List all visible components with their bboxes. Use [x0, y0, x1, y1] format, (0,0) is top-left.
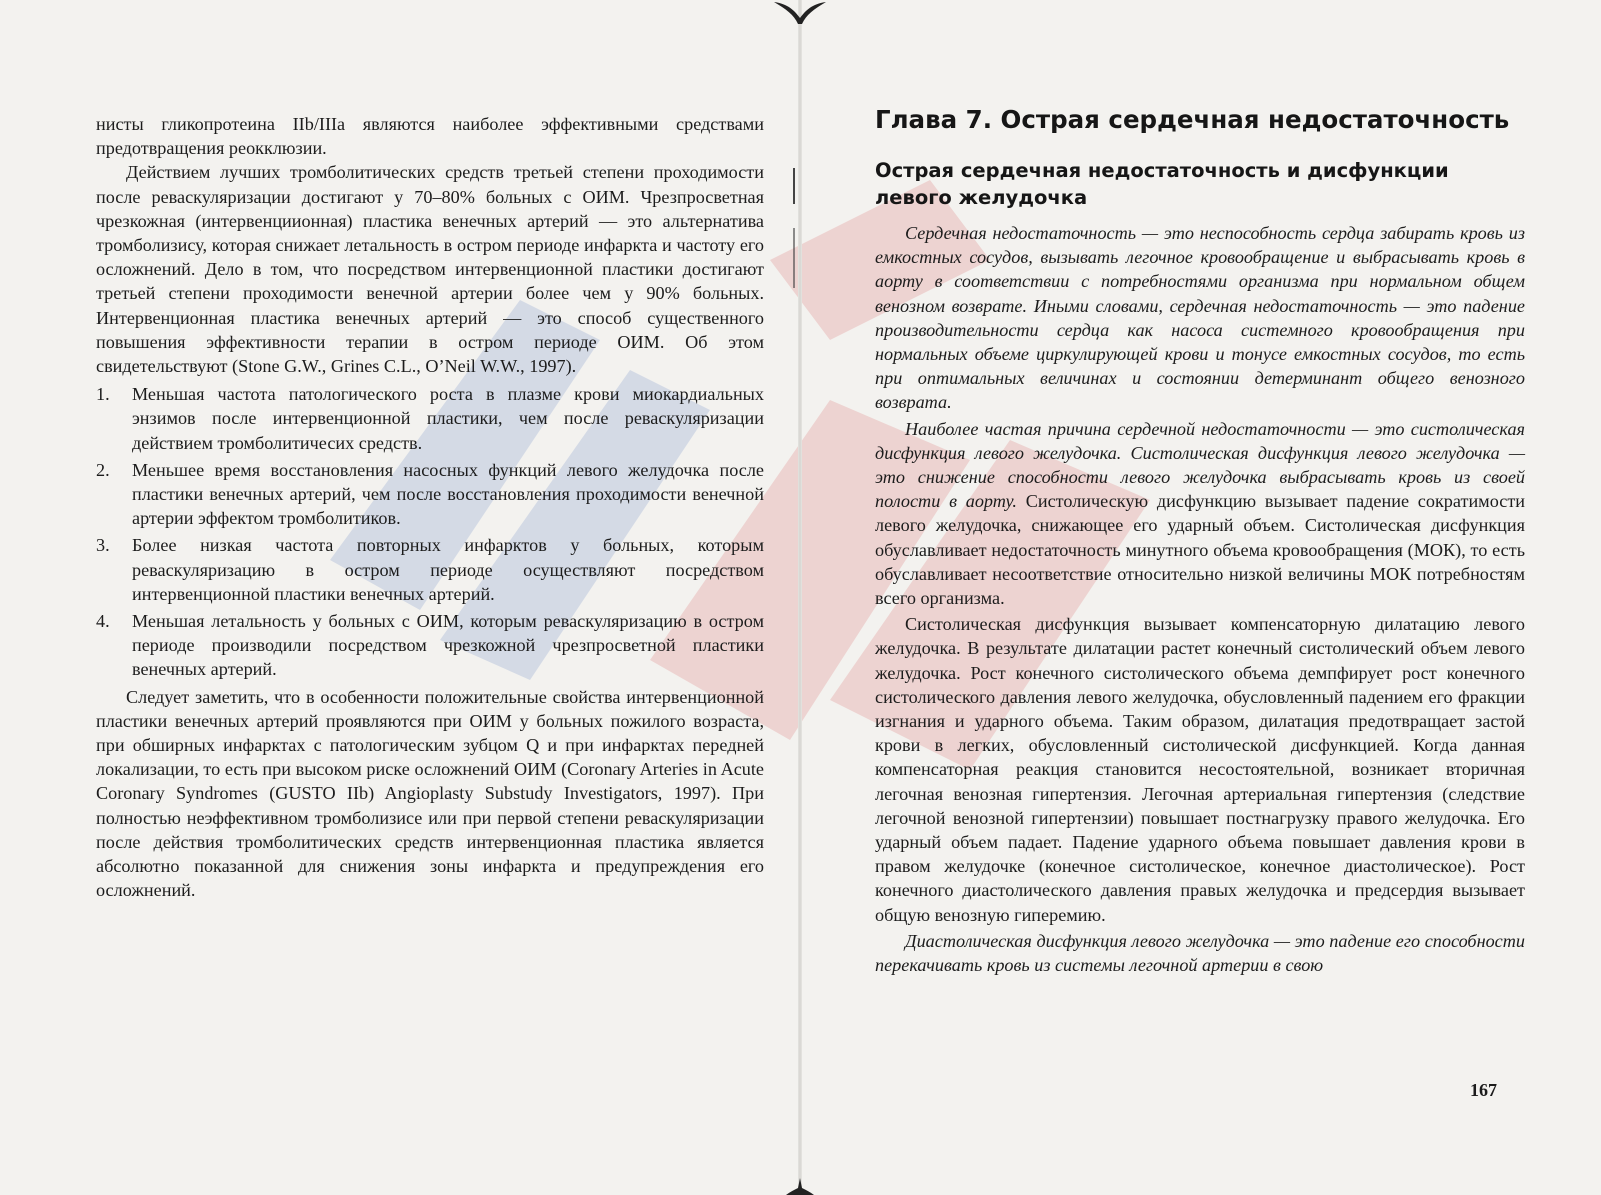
spine-ornament-top [774, 0, 826, 26]
spine-mark [793, 168, 795, 204]
left-paragraph: Действием лучших тромболитических средств третьей степени проходимости после реваскуляризации достигают у 70–80% больных с ОИМ. Чрезпросветная чрезкожная (интервенциионная) пластика венечных артерий — это альтернатива тромболизису, которая снижает летальность в остром периоде инфаркта и частоту его осложнений. Дело в том, что посредством интервенционной пластики достигают третьей степени проходимости венечной артерии более чем у 90% больных. Интервенционная пластика венечных артерий — это способ существенного повышения эффективности терапии в остром периоде ОИМ. Об этом свидетельствуют (Stone G.W., Grines C.L., O’Neil W.W., 1997). [96, 162, 764, 377]
list-item-number: 2. [96, 459, 110, 480]
page-gutter [798, 0, 802, 1195]
list-item-text: Более низкая частота повторных инфарктов у больных, которым реваскуляризацию в остром периоде осуществляют посредством интервенционной пластики венечных артерий. [132, 535, 764, 604]
list-item-number: 3. [96, 535, 110, 556]
right-paragraph: Сердечная недостаточность — это неспособность сердца забирать кровь из емкостных сосудов, вызывать легочное кровообращение и выбрасывать кровь в аорту в соответствии с потребностями организма при нормальном общем венозном возврате. Иными словами, сердечная недостаточность — это падение производительности сердца как насоса системного кровообращения при нормальных объеме циркулирующей крови и тонусе емкостных сосудов, то есть при оптимальных величинах и состоянии детерминант общего венозного возврата. [875, 223, 1525, 413]
chapter-title: Глава 7. Острая сердечная недостаточность [875, 105, 1510, 134]
page-number: 167 [1470, 1080, 1497, 1100]
list-item [96, 458, 764, 531]
spine-mark [793, 228, 795, 288]
list-item [96, 533, 764, 606]
list-item [96, 382, 764, 455]
list-item-text: Меньшая частота патологического роста в плазме крови миокардиальных энзимов после интервенционной пластики, чем после реваскуляризации действием тромболитичесих средств. [132, 384, 764, 453]
spine-ornament-bottom [786, 1178, 814, 1195]
numbered-list [96, 382, 764, 681]
right-paragraph [875, 417, 1525, 611]
section-title: Острая сердечная недостаточность и дисфункции левого желудочка [875, 159, 1449, 209]
right-paragraph: Диастолическая дисфункция левого желудочка — это падение его способности перекачивать кровь из системы легочной артерии в свою [875, 930, 1525, 976]
list-item-text: Меньшая летальность у больных с ОИМ, которым реваскуляризацию в остром периоде производили посредством чрезкожной чрезпросветной пластики венечных артерий. [132, 611, 764, 680]
left-paragraph: Следует заметить, что в особенности положительные свойства интервенционной пластики венечных артерий проявляются при ОИМ у больных пожилого возраста, при обширных инфарктах с патологическим зубцом Q и при инфарктах передней локализации, то есть при высоком риске осложнений ОИМ (Coronary Arteries in Acute Coronary Syndromes (GUSTO IIb) Angioplasty Substudy Investigators, 1997). При полностью неэффективном тромболизисе или при первой степени реваскуляризации после действия тромболитических средств интервенционная пластика является абсолютно показанной для снижения зоны инфаркта и предупреждения его осложнений. [96, 686, 764, 901]
body-text: Систолическую дисфункцию вызывает падение сократимости левого желудочка, снижающее его ударный объем. Систолическая дисфункция обуславливает недостаточность минутного объема кровообращения (МОК), то есть обуславливает несоответствие относительно низкой величины МОК потребностям всего организма. [875, 491, 1525, 609]
right-paragraph: Систолическая дисфункция вызывает компенсаторную дилатацию левого желудочка. В результате дилатации растет конечный систолический объем левого желудочка. Рост конечного систолического объема демпфирует рост конечного систолического давления левого желудочка, обусловленный падением его фракции изгнания и ударного объема. Таким образом, дилатация предотвращает застой крови в легких, обусловленный систолической дисфункцией. Когда данная компенсаторная реакция становится несостоятельной, возникает вторичная легочная венозная гипертензия. Легочная артериальная гипертензия (следствие легочной венозной гипертензии) повышает постнагрузку правого желудочка. Его ударный объем падает. Падение ударного объема повышает давления крови в правом желудочке (конечное систолическое, конечное диастолическое). Рост конечного диастолического давления правых желудочка и предсердия вызывает общую венозную гиперемию. [875, 614, 1525, 925]
list-item [96, 609, 764, 682]
list-item-text: Меньшее время восстановления насосных функций левого желудочка после пластики венечных артерий, чем после восстановления проходимости венечной артерии эффектом тромболитиков. [132, 459, 764, 529]
left-page [96, 112, 764, 903]
left-paragraph: нисты гликопротеина IIb/IIIa являются наиболее эффективными средствами предотвращения реокклюзии. [96, 114, 764, 159]
right-page [875, 105, 1525, 977]
list-item-number: 1. [96, 384, 110, 405]
list-item-number: 4. [96, 611, 110, 632]
emphasis-text: Наиболее частая причина сердечной недостаточности — это систолическая дисфункция левого желудочка. Систолическая дисфункция левого желудочка — это снижение способности левого желудочка выбрасывать кровь из своей полости в аорту. [875, 418, 1525, 512]
